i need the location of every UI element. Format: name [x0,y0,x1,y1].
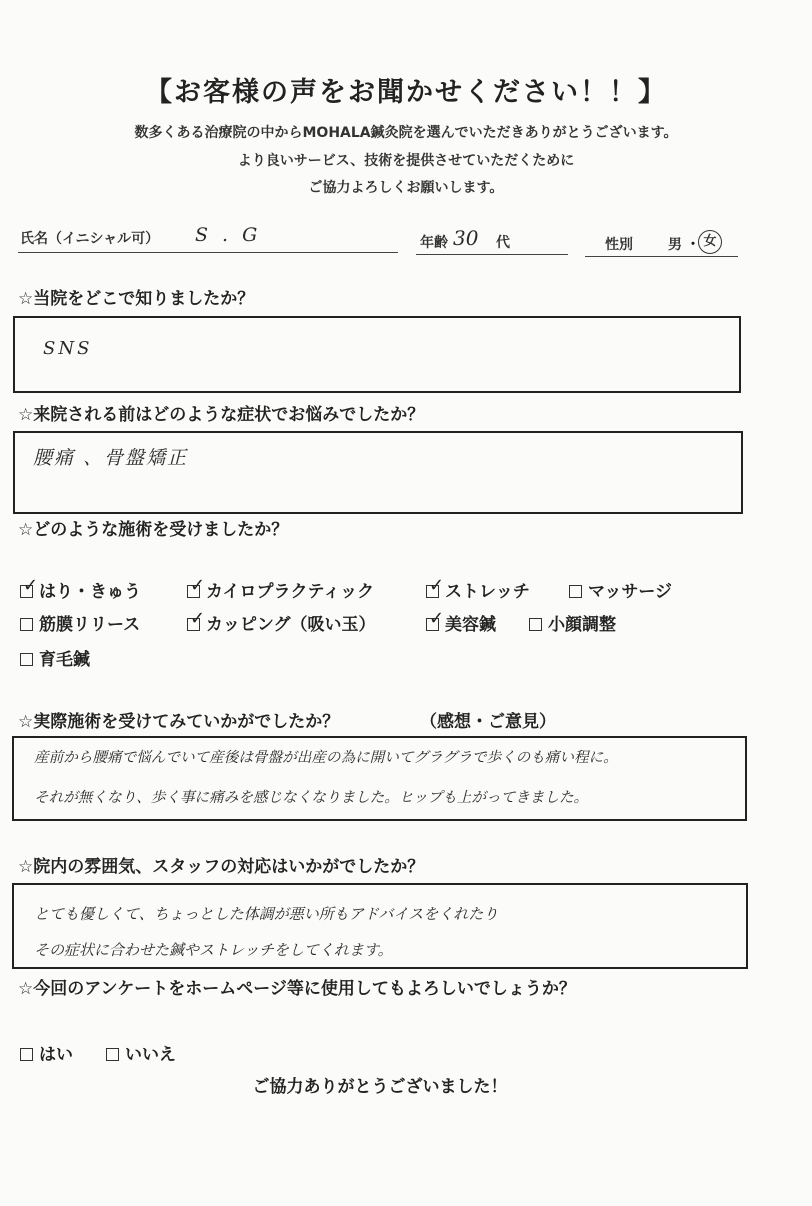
option-stretch[interactable] [426,577,530,602]
check-mark-acupuncture: ✓ [23,575,39,596]
check-mark-chiropractic: ✓ [190,575,206,596]
answer-box-impressions[interactable] [12,736,747,821]
checkbox-permission-yes[interactable] [20,1048,33,1061]
check-mark-cosmetic-acupuncture: ✓ [429,608,445,629]
option-label-permission-yes: はい [39,1045,73,1065]
option-label-hair-growth: 育毛鍼 [39,650,90,670]
impressions-note: （感想・ご意見） [420,712,556,732]
survey-title: 【お客様の声をお聞かせください！！】 [145,77,667,108]
checkbox-cupping[interactable] [187,608,206,631]
age-underline [416,254,568,255]
option-label-stretch: ストレッチ [445,582,530,602]
gender-female-option-circled[interactable]: 女 [698,230,722,254]
name-label: 氏名（イニシャル可） [20,231,160,247]
check-mark-cupping: ✓ [190,608,206,629]
answer-impressions-line-2: それが無くなり、歩く事に痛みを感じなくなりました。ヒップも上がってきました。 [34,789,589,806]
checkbox-fascia-release[interactable] [20,618,33,631]
checkbox-permission-no[interactable] [106,1048,119,1061]
age-unit: 代 [496,235,510,251]
option-hair-growth[interactable] [20,645,90,670]
question-symptoms: ☆来院される前はどのような症状でお悩みでしたか？ [18,405,425,425]
option-label-chiropractic: カイロプラクティック [206,582,375,602]
intro-line-3: ご協力よろしくお願いします。 [308,180,504,196]
option-permission-no[interactable] [106,1040,176,1065]
intro-line-2: より良いサービス、技術を提供させていただくために [237,153,575,169]
option-fascia-release[interactable] [20,610,140,635]
name-value[interactable]: S . G [195,224,262,246]
checkbox-hair-growth[interactable] [20,653,33,666]
option-cosmetic-acupuncture[interactable] [426,610,496,635]
option-label-face-adjustment: 小顔調整 [548,615,616,635]
gender-separator: ・ [686,237,700,253]
name-underline [18,252,398,253]
check-mark-stretch: ✓ [429,575,445,596]
question-impressions: ☆実際施術を受けてみていかがでしたか？ [18,712,340,732]
age-label: 年齢 [420,235,448,251]
thanks-message: ご協力ありがとうございました！ [252,1077,508,1097]
question-permission: ☆今回のアンケートをホームページ等に使用してもよろしいでしょうか？ [18,979,576,999]
question-atmosphere: ☆院内の雰囲気、スタッフの対応はいかがでしたか？ [18,857,425,877]
intro-line-1: 数多くある治療院の中からMOHALA鍼灸院を選んでいただきありがとうございます。 [134,125,678,141]
checkbox-massage[interactable] [569,585,582,598]
gender-underline [585,256,738,257]
option-chiropractic[interactable] [187,577,374,602]
option-label-fascia-release: 筋膜リリース [39,615,141,635]
checkbox-chiropractic[interactable] [187,575,206,598]
answer-box-symptoms[interactable] [13,431,743,514]
option-cupping[interactable] [187,610,376,635]
age-value[interactable]: 30 [453,226,479,250]
option-permission-yes[interactable] [20,1040,73,1065]
checkbox-face-adjustment[interactable] [529,618,542,631]
question-treatments: ☆どのような施術を受けましたか？ [18,520,289,540]
gender-label: 性別 [605,237,633,253]
option-acupuncture[interactable] [20,577,141,602]
answer-box-atmosphere[interactable] [12,883,748,969]
checkbox-cosmetic-acupuncture[interactable] [426,608,445,631]
gender-male-option[interactable]: 男 [668,237,682,253]
option-massage[interactable] [569,577,672,602]
option-label-cosmetic-acupuncture: 美容鍼 [445,615,496,635]
answer-atmosphere-line-2: その症状に合わせた鍼やストレッチをしてくれます。 [34,941,393,959]
option-label-cupping: カッピング（吸い玉） [206,615,376,635]
answer-box-how-found[interactable] [13,316,741,393]
answer-how-found: SNS [43,338,93,359]
option-label-permission-no: いいえ [125,1045,176,1065]
checkbox-stretch[interactable] [426,575,445,598]
answer-atmosphere-line-1: とても優しくて、ちょっとした体調が悪い所もアドバイスをくれたり [34,905,499,923]
option-label-acupuncture: はり・きゅう [39,582,141,602]
checkbox-acupuncture[interactable] [20,575,39,598]
answer-impressions-line-1: 産前から腰痛で悩んでいて産後は骨盤が出産の為に開いてグラグラで歩くのも痛い程に。 [34,749,618,766]
question-how-found: ☆当院をどこで知りましたか？ [18,289,255,309]
option-label-massage: マッサージ [588,582,672,602]
option-face-adjustment[interactable] [529,610,616,635]
answer-symptoms: 腰痛 、骨盤矯正 [33,447,189,469]
